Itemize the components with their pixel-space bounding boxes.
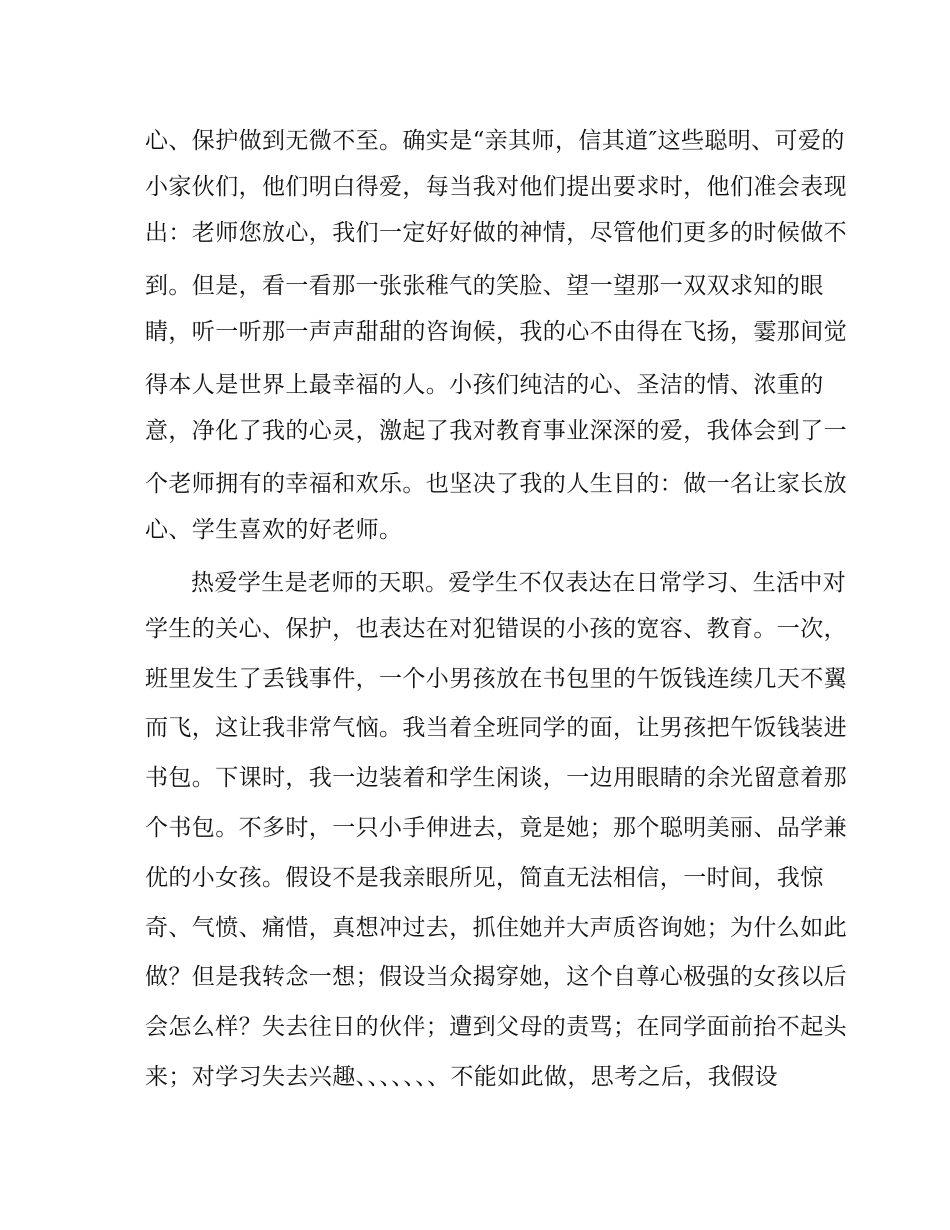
- text-line: 个书包。不多时，一只小手伸进去，竟是她；那个聪明美丽、品学兼: [145, 815, 847, 841]
- text-line: 书包。下课时，我一边装着和学生闲谈，一边用眼睛的余光留意着那: [145, 765, 847, 791]
- text-line: 小家伙们，他们明白得爱，每当我对他们提出要求时，他们准会表现: [145, 174, 847, 200]
- paragraph-first-line: 热爱学生是老师的天职。爱学生不仅表达在日常学习、生活中对: [191, 570, 847, 596]
- text-line: 心、学生喜欢的好老师。: [145, 517, 403, 543]
- text-line: 来；对学习失去兴趣、、、、、、、不能如此做，思考之后，我假设: [145, 1064, 778, 1090]
- text-line: 出：老师您放心，我们一定好好做的神情，尽管他们更多的时候做不: [145, 220, 847, 246]
- text-line: 会怎么样？失去往日的伙伴；遭到父母的责骂；在同学面前抬不起头: [145, 1014, 847, 1040]
- text-line: 到。但是，看一看那一张张稚气的笑脸、望一望那一双双求知的眼: [145, 273, 824, 299]
- text-line: 而飞，这让我非常气恼。我当着全班同学的面，让男孩把午饭钱装进: [145, 715, 847, 741]
- text-line: 做？但是我转念一想；假设当众揭穿她，这个自尊心极强的女孩以后: [145, 964, 847, 990]
- text-line: 优的小女孩。假设不是我亲眼所见，简直无法相信，一时间，我惊: [145, 865, 824, 891]
- text-line: 奇、气愤、痛惜，真想冲过去，抓住她并大声质咨询她；为什么如此: [145, 915, 847, 941]
- text-line: 得本人是世界上最幸福的人。小孩们纯洁的心、圣洁的情、浓重的: [145, 372, 824, 398]
- text-line: 睛，听一听那一声声甜甜的咨询候，我的心不由得在飞扬，霎那间觉: [145, 319, 847, 345]
- text-line: 学生的关心、保护，也表达在对犯错误的小孩的宽容、教育。一次，: [145, 616, 847, 642]
- text-line: 班里发生了丢钱事件，一个小男孩放在书包里的午饭钱连续几天不翼: [145, 666, 847, 692]
- text-line: 个老师拥有的幸福和欢乐。也坚决了我的人生目的：做一名让家长放: [145, 471, 847, 497]
- text-line: 心、保护做到无微不至。确实是“亲其师，信其道″这些聪明、可爱的: [145, 128, 845, 154]
- text-line: 意，净化了我的心灵，激起了我对教育事业深深的爱，我体会到了一: [145, 418, 847, 444]
